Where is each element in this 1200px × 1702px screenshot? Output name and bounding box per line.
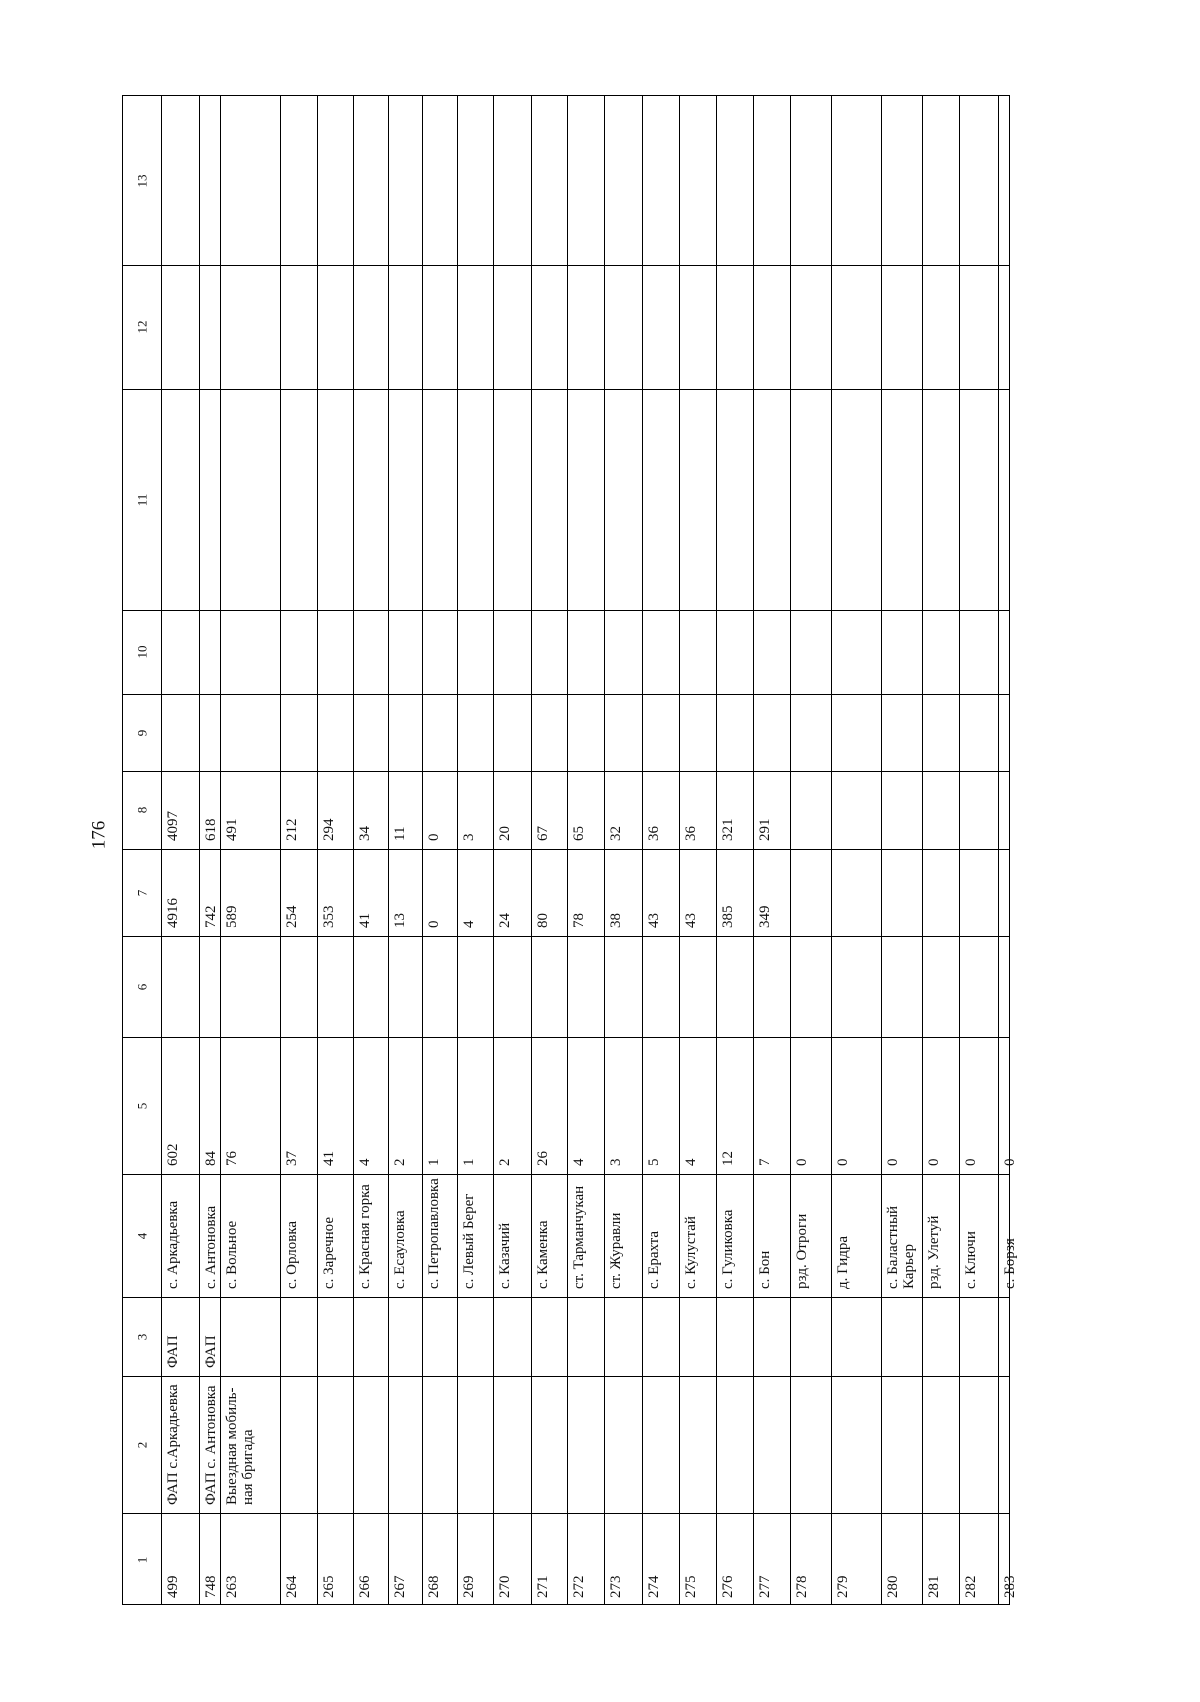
cell-row265-col1: 265 [321,1575,337,1598]
cell-row277-col8: 291 [757,818,773,841]
cell-row266-col8: 34 [357,826,373,841]
row-divider [531,96,532,1604]
column-divider [123,694,1009,695]
row-divider [280,96,281,1604]
column-header-1: 1 [134,1556,150,1563]
column-header-4: 4 [134,1232,150,1239]
cell-row268-col8: 0 [426,833,442,841]
row-divider [388,96,389,1604]
cell-row748-col4: с. Антоновка [203,1205,219,1289]
column-divider [123,610,1009,611]
column-divider [123,389,1009,390]
cell-row277-col1: 277 [757,1575,773,1598]
cell-row271-col1: 271 [535,1575,551,1598]
cell-row266-col4: с. Красная горка [357,1184,373,1289]
column-header-11: 11 [134,493,150,506]
cell-row278-col4: рзд. Отроги [794,1213,810,1289]
data-table [122,95,1018,1605]
cell-row748-col3: ФАП [203,1335,219,1368]
cell-row274-col4: с. Ерахта [646,1230,662,1289]
row-divider [881,96,882,1604]
page-number: 176 [88,820,110,850]
cell-row276-col7: 385 [720,905,736,928]
cell-row279-col4: д. Гидра [835,1235,851,1289]
row-divider [959,96,960,1604]
cell-row499-col1: 499 [165,1575,181,1598]
column-divider [123,1037,1009,1038]
cell-row269-col4: с. Левый Берег [461,1193,477,1289]
cell-row275-col5: 4 [683,1158,699,1166]
cell-row748-col2: ФАП с. Антоновка [203,1385,219,1505]
cell-row270-col1: 270 [497,1575,513,1598]
column-divider [123,265,1009,266]
column-header-12: 12 [134,320,150,334]
cell-row274-col5: 5 [646,1158,662,1166]
cell-row263-col1: 263 [224,1575,240,1598]
column-divider [123,1297,1009,1298]
cell-row263-col2: Выездная мобиль- ная бригада [224,1387,256,1505]
cell-row283-col4: с. Борзя [1002,1238,1018,1289]
row-divider [679,96,680,1604]
cell-row267-col5: 2 [392,1158,408,1166]
cell-row263-col4: с. Вольное [224,1220,240,1289]
cell-row748-col5: 84 [203,1151,219,1166]
row-divider [220,96,221,1604]
cell-row283-col1: 283 [1002,1575,1018,1598]
cell-row269-col1: 269 [461,1575,477,1598]
cell-row499-col2: ФАП с.Аркадьевка [165,1384,181,1505]
cell-row278-col1: 278 [794,1575,810,1598]
cell-row264-col1: 264 [284,1575,300,1598]
cell-row275-col1: 275 [683,1575,699,1598]
cell-row273-col7: 38 [608,913,624,928]
cell-row281-col4: рзд. Улетуй [926,1215,942,1289]
cell-row271-col8: 67 [535,826,551,841]
row-divider [567,96,568,1604]
cell-row274-col7: 43 [646,913,662,928]
row-divider [199,96,200,1604]
cell-row282-col5: 0 [963,1158,979,1166]
cell-row748-col8: 618 [203,818,219,841]
cell-row266-col5: 4 [357,1158,373,1166]
row-divider [161,96,162,1604]
cell-row273-col4: ст. Журавли [608,1212,624,1289]
cell-row274-col8: 36 [646,826,662,841]
cell-row283-col5: 0 [1002,1158,1018,1166]
cell-row269-col8: 3 [461,833,477,841]
cell-row269-col5: 1 [461,1158,477,1166]
cell-row272-col1: 272 [571,1575,587,1598]
cell-row268-col4: с. Петропавловка [426,1178,442,1289]
cell-row272-col4: ст. Тарманчукан [571,1185,587,1289]
column-header-13: 13 [134,174,150,187]
cell-row265-col8: 294 [321,818,337,841]
column-header-3: 3 [134,1333,150,1340]
cell-row276-col8: 321 [720,818,736,841]
cell-row270-col4: с. Казачий [497,1222,513,1289]
cell-row270-col5: 2 [497,1158,513,1166]
cell-row279-col1: 279 [835,1575,851,1598]
cell-row499-col8: 4097 [165,811,181,841]
column-divider [123,936,1009,937]
cell-row273-col5: 3 [608,1158,624,1166]
cell-row276-col4: с. Гуликовка [720,1209,736,1289]
row-divider [604,96,605,1604]
cell-row271-col5: 26 [535,1151,551,1166]
cell-row270-col7: 24 [497,913,513,928]
cell-row499-col5: 602 [165,1143,181,1166]
cell-row499-col4: с. Аркадьевка [165,1200,181,1289]
cell-row263-col5: 76 [224,1151,240,1166]
cell-row272-col5: 4 [571,1158,587,1166]
row-divider [716,96,717,1604]
cell-row499-col3: ФАП [165,1335,181,1368]
cell-row267-col1: 267 [392,1575,408,1598]
row-divider [753,96,754,1604]
row-divider [831,96,832,1604]
cell-row278-col5: 0 [794,1158,810,1166]
cell-row281-col1: 281 [926,1575,942,1598]
cell-row266-col7: 41 [357,913,373,928]
column-header-2: 2 [134,1441,150,1448]
column-header-9: 9 [134,729,150,736]
cell-row280-col4: с. Баластный Карьер [885,1205,917,1289]
cell-row272-col8: 65 [571,826,587,841]
cell-row265-col7: 353 [321,905,337,928]
cell-row277-col7: 349 [757,905,773,928]
cell-row276-col5: 12 [720,1151,736,1166]
column-divider [123,1174,1009,1175]
cell-row277-col5: 7 [757,1158,773,1166]
cell-row267-col7: 13 [392,913,408,928]
column-header-6: 6 [134,983,150,990]
cell-row499-col7: 4916 [165,898,181,928]
cell-row280-col5: 0 [885,1158,901,1166]
cell-row277-col4: с. Бон [757,1250,773,1289]
cell-row274-col1: 274 [646,1575,662,1598]
cell-row273-col8: 32 [608,826,624,841]
cell-row275-col7: 43 [683,913,699,928]
cell-row264-col8: 212 [284,818,300,841]
cell-row263-col8: 491 [224,818,240,841]
cell-row276-col1: 276 [720,1575,736,1598]
column-divider [123,1513,1009,1514]
cell-row264-col4: с. Орловка [284,1220,300,1289]
cell-row272-col7: 78 [571,913,587,928]
cell-row748-col7: 742 [203,905,219,928]
row-divider [790,96,791,1604]
row-divider [422,96,423,1604]
cell-row264-col7: 254 [284,905,300,928]
column-header-5: 5 [134,1102,150,1109]
row-divider [642,96,643,1604]
cell-row265-col4: с. Заречное [321,1216,337,1289]
cell-row266-col1: 266 [357,1575,373,1598]
cell-row265-col5: 41 [321,1151,337,1166]
cell-row268-col1: 268 [426,1575,442,1598]
cell-row267-col8: 11 [392,826,408,841]
cell-row282-col1: 282 [963,1575,979,1598]
cell-row268-col7: 0 [426,920,442,928]
cell-row279-col5: 0 [835,1158,851,1166]
row-divider [922,96,923,1604]
cell-row282-col4: с. Ключи [963,1231,979,1289]
cell-row273-col1: 273 [608,1575,624,1598]
cell-row271-col4: с. Каменка [535,1220,551,1289]
row-divider [457,96,458,1604]
column-divider [123,849,1009,850]
column-divider [123,1376,1009,1377]
cell-row263-col7: 589 [224,905,240,928]
cell-row269-col7: 4 [461,920,477,928]
row-divider [493,96,494,1604]
cell-row270-col8: 20 [497,826,513,841]
column-header-7: 7 [134,889,150,896]
column-header-10: 10 [134,645,150,659]
row-divider [998,96,999,1604]
cell-row271-col7: 80 [535,913,551,928]
cell-row275-col8: 36 [683,826,699,841]
row-divider [317,96,318,1604]
cell-row267-col4: с. Есауловка [392,1210,408,1289]
cell-row264-col5: 37 [284,1151,300,1166]
cell-row281-col5: 0 [926,1158,942,1166]
cell-row275-col4: с. Кулустай [683,1216,699,1289]
cell-row280-col1: 280 [885,1575,901,1598]
cell-row748-col1: 748 [203,1575,219,1598]
cell-row268-col5: 1 [426,1158,442,1166]
column-divider [123,771,1009,772]
column-header-8: 8 [134,806,150,814]
row-divider [353,96,354,1604]
